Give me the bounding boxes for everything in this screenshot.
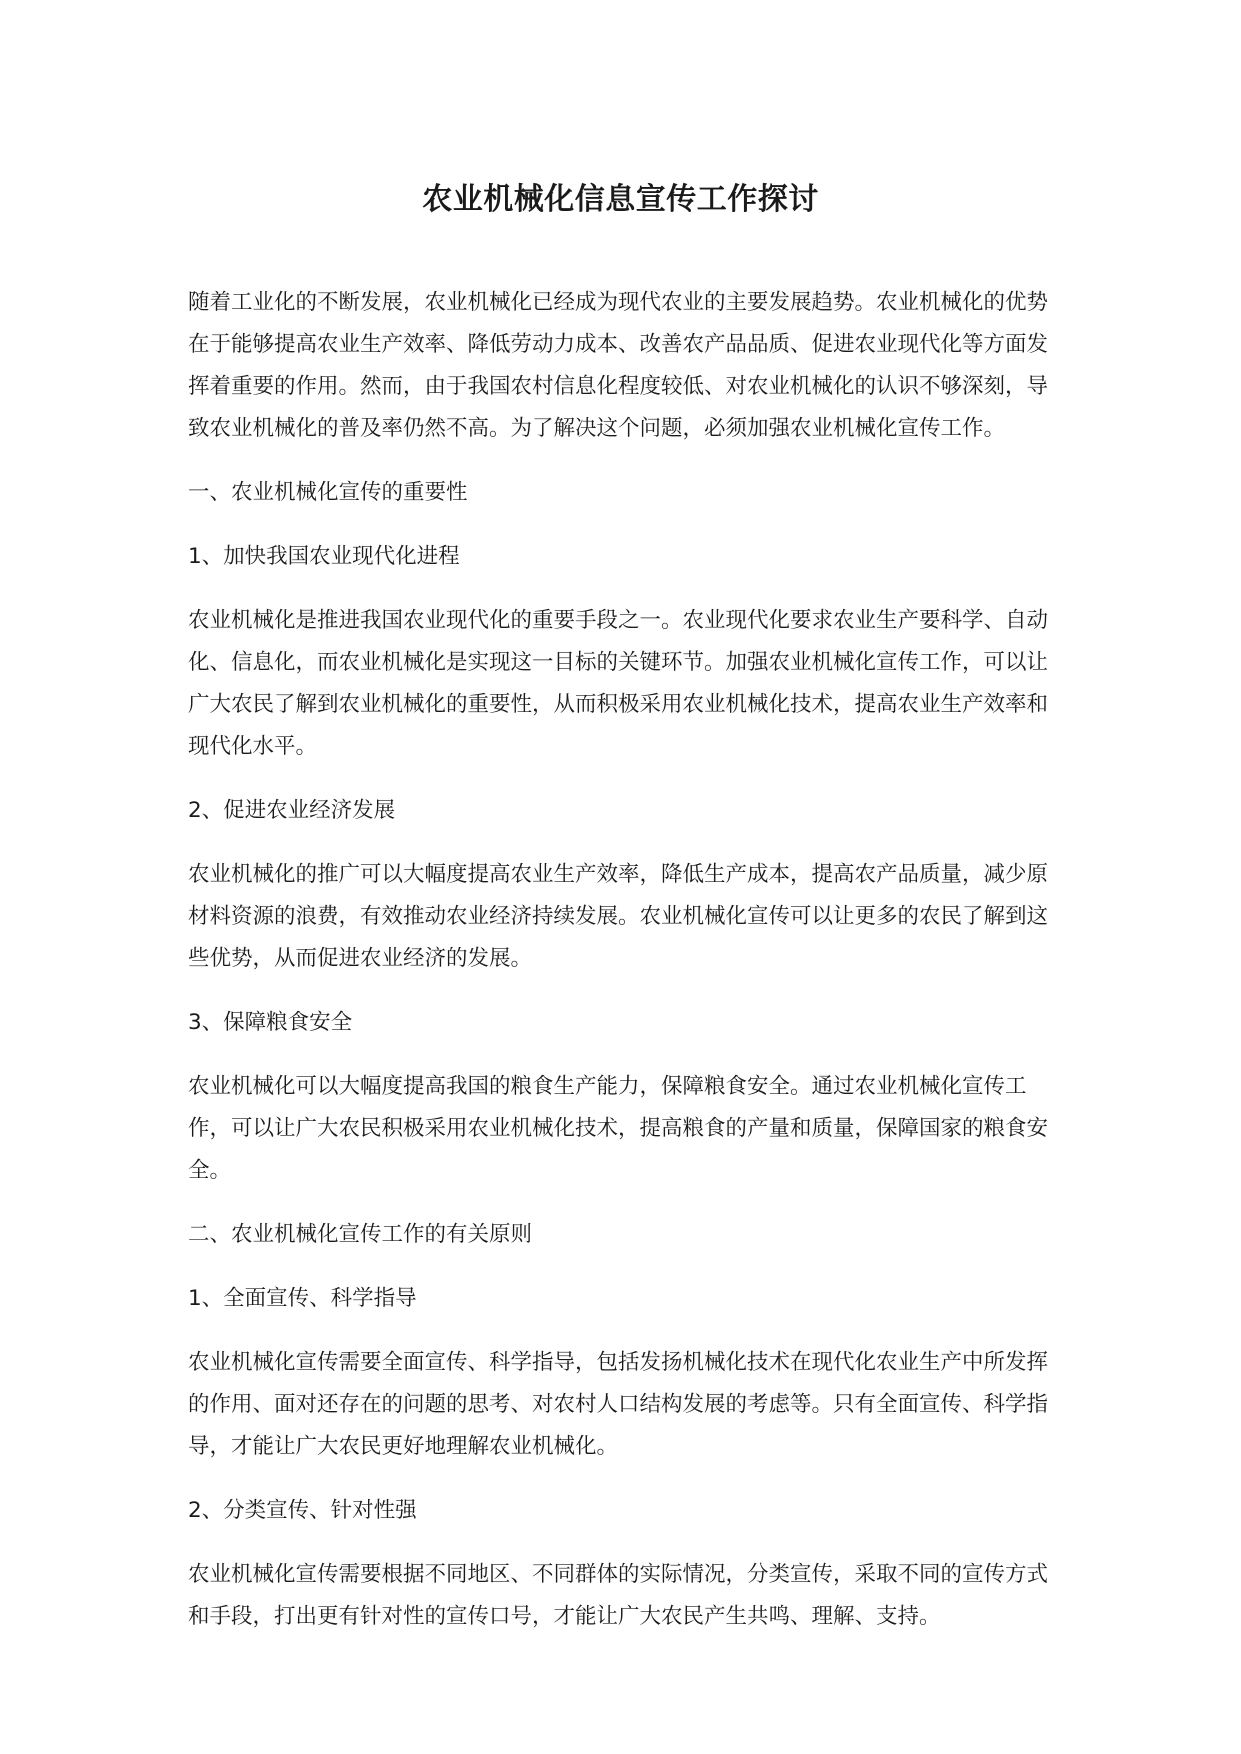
section-1-item-2-text: 农业机械化的推广可以大幅度提高农业生产效率，降低生产成本，提高农产品质量，减少原材料资源的浪费，有效推动农业经济持续发展。农业机械化宣传可以让更多的农民了解到这些优势，从而促进农业经济的发展。 [188,862,1049,971]
section-1-item-1-heading: 1、加快我国农业现代化进程 [188,544,460,569]
section-1-heading: 一、农业机械化宣传的重要性 [188,480,468,505]
document-body [188,282,1068,1660]
section-2-item-2-heading: 2、分类宣传、针对性强 [188,1498,417,1523]
section-2-heading: 二、农业机械化宣传工作的有关原则 [188,1222,533,1247]
document-title: 农业机械化信息宣传工作探讨 [422,182,819,217]
section-1-item-3-text: 农业机械化可以大幅度提高我国的粮食生产能力，保障粮食安全。通过农业机械化宣传工作，可以让广大农民积极采用农业机械化技术，提高粮食的产量和质量，保障国家的粮食安全。 [188,1074,1049,1183]
section-1-item-3-heading: 3、保障粮食安全 [188,1010,353,1035]
section-2-item-1-heading: 1、全面宣传、科学指导 [188,1286,417,1311]
section-2-item-2-text: 农业机械化宣传需要根据不同地区、不同群体的实际情况，分类宣传，采取不同的宣传方式和手段，打出更有针对性的宣传口号，才能让广大农民产生共鸣、理解、支持。 [188,1562,1049,1629]
section-2-item-1-text: 农业机械化宣传需要全面宣传、科学指导，包括发扬机械化技术在现代化农业生产中所发挥的作用、面对还存在的问题的思考、对农村人口结构发展的考虑等。只有全面宣传、科学指导，才能让广大农民更好地理解农业机械化。 [188,1350,1049,1459]
section-1-item-2-heading: 2、促进农业经济发展 [188,798,396,823]
intro-paragraph: 随着工业化的不断发展，农业机械化已经成为现代农业的主要发展趋势。农业机械化的优势在于能够提高农业生产效率、降低劳动力成本、改善农产品品质、促进农业现代化等方面发挥着重要的作用。然而，由于我国农村信息化程度较低、对农业机械化的认识不够深刻，导致农业机械化的普及率仍然不高。为了解决这个问题，必须加强农业机械化宣传工作。 [188,290,1049,441]
section-1-item-1-text: 农业机械化是推进我国农业现代化的重要手段之一。农业现代化要求农业生产要科学、自动化、信息化，而农业机械化是实现这一目标的关键环节。加强农业机械化宣传工作，可以让广大农民了解到农业机械化的重要性，从而积极采用农业机械化技术，提高农业生产效率和现代化水平。 [188,608,1049,759]
